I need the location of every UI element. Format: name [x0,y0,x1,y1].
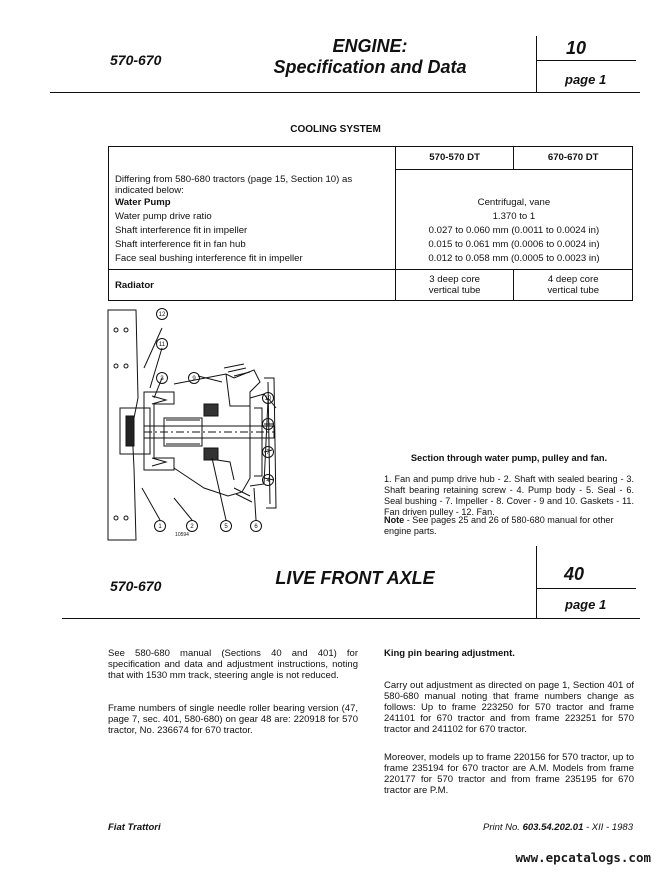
spec-label-seal-bushing-fit: Face seal bushing interference fit in impeller [115,252,303,264]
footer-print-suffix: - XII - 1983 [583,822,633,833]
spec-label-fan-hub-fit: Shaft interference fit in fan hub [115,238,246,250]
water-pump-section-figure [104,308,300,544]
spec-radiator-col2: 4 deep core vertical tube [514,270,633,301]
axle-section-number: 40 [564,564,585,584]
callout-2: 2 [190,524,194,530]
axle-title: LIVE FRONT AXLE [275,568,435,588]
figure-caption-title: Section through water pump, pulley and fan. [410,453,608,463]
spec-intro: Differing from 580-680 tractors (page 15, Section 10) as indicated below: [115,173,353,196]
figure-note-text: - See pages 25 and 26 of 580-680 manual for other engine parts. [384,515,614,536]
spec-values-cell [395,170,632,270]
spec-label-water-pump: Water Pump [115,196,171,208]
axle-right-paragraph-2: Moreover, models up to frame 220156 for 570 tractor, up to frame 235194 for 670 tractor are A.M. Models from frame 220177 for 570 tractor and from frame 235195 for 670 tractor are P.M. [384,752,634,796]
header-rule [50,92,640,93]
callout-9: 9 [192,376,196,382]
spec-col2-header: 670-670 DT [514,147,633,170]
footer-watermark: www.epcatalogs.com [515,850,651,865]
spec-col1-header: 570-570 DT [395,147,514,170]
drawing-number: 10594 [175,532,189,538]
callout-3: 3 [160,376,164,382]
axle-left-paragraph-2: Frame numbers of single needle roller bearing version (47, page 7, sec. 401, 580-680) on gear 48 are: 220918 for 570 tractor, No. 236674 for 670 tractor. [108,703,358,736]
spec-label-impeller-fit: Shaft interference fit in impeller [115,224,248,236]
axle-model: 570-670 [110,578,162,594]
axle-header-divider [536,546,537,618]
axle-header-rule [62,618,640,619]
header-box-rule [536,60,636,61]
callout-6: 6 [254,524,258,530]
footer-publisher: Fiat Trattori [108,822,161,833]
figure-caption-text: 1. Fan and pump drive hub - 2. Shaft with sealed bearing - 3. Shaft bearing retaining screw - 4. Pump body - 5. Seal - 6. Seal bushing - 7. Impeller - 8. Cover - 9 and 10. Gaskets - 11. Fan driven pulley - 12. Fan. [384,474,634,517]
axle-header-box-rule [536,588,636,589]
header-model: 570-670 [110,52,162,68]
header-section-number: 10 [566,38,587,58]
footer-print-code: 603.54.202.01 [522,822,584,833]
header-page-label: page 1 [565,72,607,87]
spec-value-fan-hub-fit: 0.015 to 0.061 mm (0.0006 to 0.0024 in) [428,239,600,250]
axle-right-paragraph-1: Carry out adjustment as directed on page 1, Section 401 of 580-680 manual noting that frame numbers change as follows: Up to frame 223250 for 570 tractor and frame 241101 for 670 tractor and from frame 223251 for 570 tractor and 241102 for 670 tractor. [384,680,634,735]
header-divider [536,36,537,92]
callout-8: 8 [266,422,270,428]
callout-11: 11 [158,342,166,348]
spec-label-drive-ratio: Water pump drive ratio [115,210,212,222]
callout-5: 5 [224,524,228,530]
header-title [230,36,510,78]
axle-page-label: page 1 [565,597,607,612]
axle-left-paragraph-1: See 580-680 manual (Sections 40 and 401) for specification and data and adjustment instructions, noting that with 1530 mm track, steering angle is not reduced. [108,648,358,681]
callout-10: 10 [264,396,272,402]
figure-note [384,515,634,537]
header-title-line2: Specification and Data [273,57,467,77]
spec-value-drive-ratio: 1.370 to 1 [492,211,536,222]
spec-label-radiator: Radiator [109,270,396,301]
callout-12: 12 [158,312,166,318]
spec-radiator-col1: 3 deep core vertical tube [395,270,514,301]
spec-value-impeller-fit: 0.027 to 0.060 mm (0.0011 to 0.0024 in) [428,225,600,236]
spec-values-spacer [396,174,632,196]
spec-labels-cell [109,170,396,270]
header-title-line1: ENGINE: [332,36,408,56]
figure-note-label: Note [384,515,405,525]
callout-4: 4 [266,478,270,484]
cooling-spec-table [108,146,633,301]
callout-1: 1 [158,524,162,530]
axle-right-heading: King pin bearing adjustment. [384,648,515,659]
footer-print-number [483,822,633,833]
callout-7: 7 [266,450,270,456]
footer-print-prefix: Print No. [482,822,523,833]
spec-value-seal-bushing-fit: 0.012 to 0.058 mm (0.0005 to 0.0023 in) [428,253,600,264]
spec-header-blank [109,147,396,170]
cooling-heading: COOLING SYSTEM [290,124,381,135]
spec-value-water-pump: Centrifugal, vane [477,197,551,208]
